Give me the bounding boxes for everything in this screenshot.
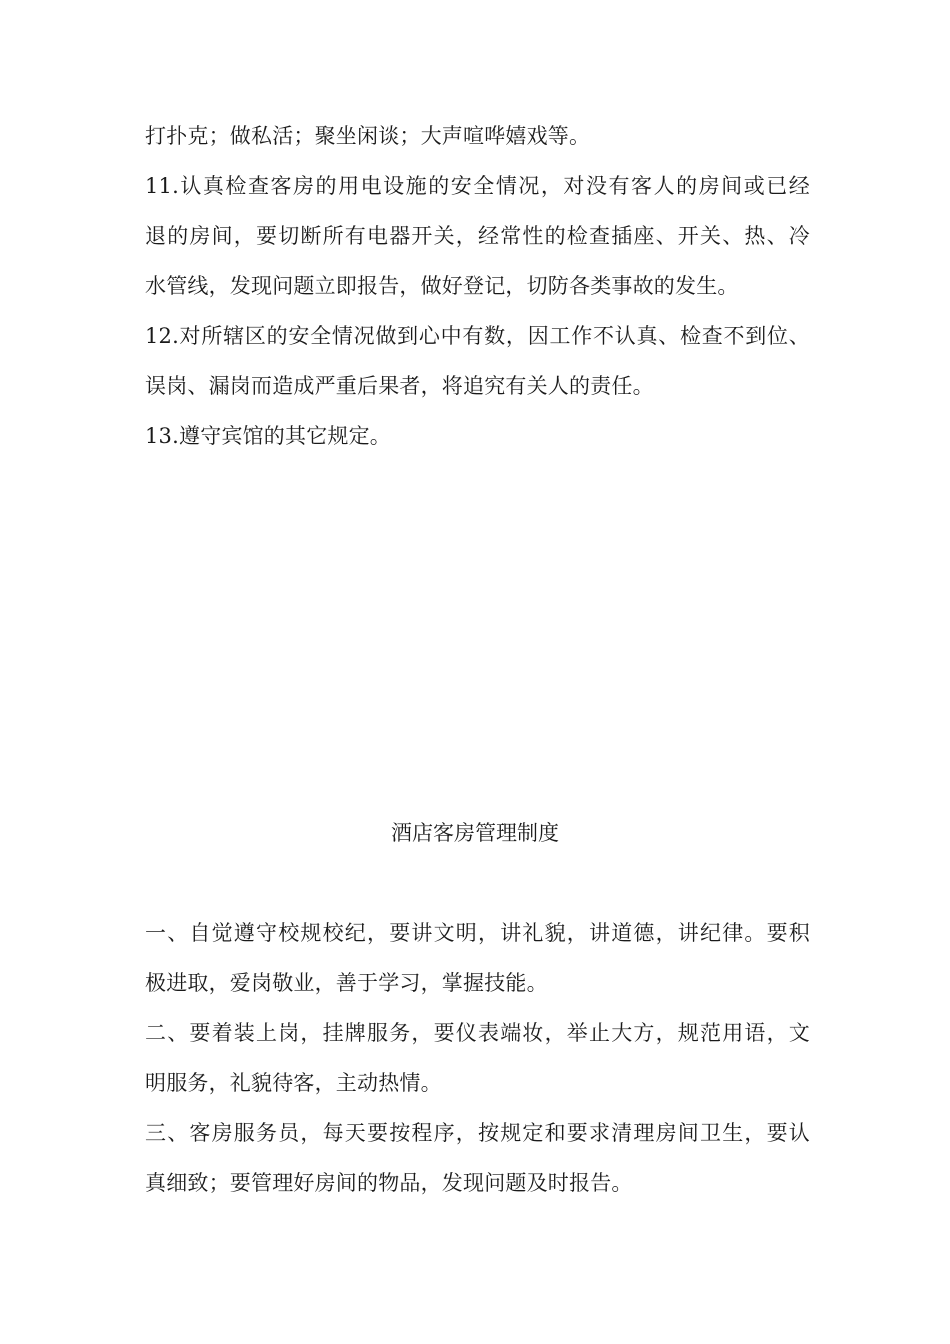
rule-13-line-1: 13.遵守宾馆的其它规定。: [145, 424, 391, 448]
rule-12-line-1: 12.对所辖区的安全情况做到心中有数，因工作不认真、检查不到位、: [145, 324, 810, 348]
text-line: 打扑克；做私活；聚坐闲谈；大声喧哗嬉戏等。: [145, 124, 591, 148]
rule-1-line-2: 极进取，爱岗敬业，善于学习，掌握技能。: [145, 971, 548, 995]
rule-1-line-1: 一、自觉遵守校规校纪，要讲文明，讲礼貌，讲道德，讲纪律。要积: [145, 921, 810, 945]
rule-2-line-2: 明服务，礼貌待客，主动热情。: [145, 1071, 442, 1095]
rule-11-line-3: 水管线，发现问题立即报告，做好登记，切防各类事故的发生。: [145, 274, 739, 298]
rule-2-line-1: 二、要着装上岗，挂牌服务，要仪表端妆，举止大方，规范用语，文: [145, 1021, 810, 1045]
rule-12-line-2: 误岗、漏岗而造成严重后果者，将追究有关人的责任。: [145, 374, 654, 398]
rule-3-line-1: 三、客房服务员，每天要按程序，按规定和要求清理房间卫生，要认: [145, 1121, 810, 1145]
rule-11-line-2: 退的房间，要切断所有电器开关，经常性的检查插座、开关、热、冷: [145, 224, 810, 248]
rule-3-line-2: 真细致；要管理好房间的物品，发现问题及时报告。: [145, 1171, 633, 1195]
document-title: 酒店客房管理制度: [391, 821, 559, 845]
rule-11-line-1: 11.认真检查客房的用电设施的安全情况，对没有客人的房间或已经: [145, 174, 810, 198]
